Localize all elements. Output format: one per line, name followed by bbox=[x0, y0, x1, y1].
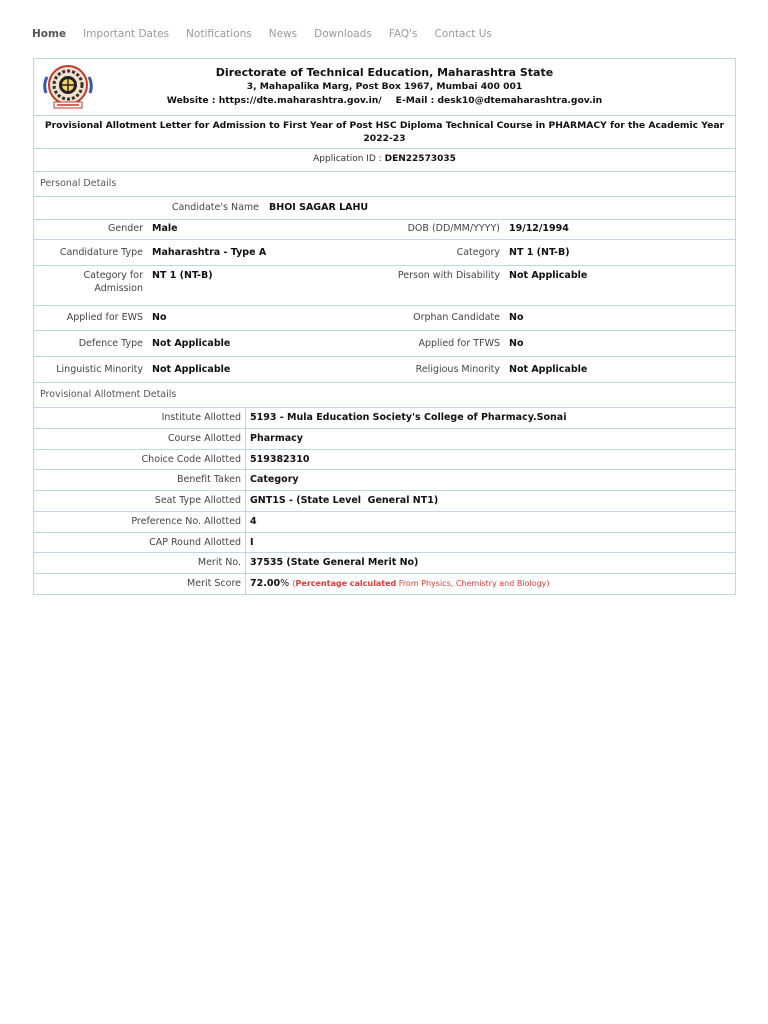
application-id-row bbox=[34, 149, 735, 172]
choice-code-label: Choice Code Allotted bbox=[34, 450, 246, 470]
personal-details-heading: Personal Details bbox=[34, 172, 735, 197]
dob-label: DOB (DD/MM/YYYY) bbox=[407, 223, 500, 234]
detail-row-admission-category bbox=[34, 266, 735, 306]
detail-row-gender bbox=[34, 220, 735, 240]
preference-label: Preference No. Allotted bbox=[34, 512, 246, 532]
tfws-value: No bbox=[509, 338, 524, 349]
merit-no-value: 37535 (State General Merit No) bbox=[250, 557, 419, 569]
orphan-label: Orphan Candidate bbox=[413, 312, 500, 323]
allotment-row bbox=[34, 490, 735, 511]
seat-type-label: Seat Type Allotted bbox=[34, 491, 246, 511]
defence-label: Defence Type bbox=[78, 338, 143, 349]
disability-label: Person with Disability bbox=[397, 270, 500, 281]
cap-round-label: CAP Round Allotted bbox=[34, 533, 246, 553]
allotment-row bbox=[34, 407, 735, 428]
ews-value: No bbox=[152, 312, 167, 323]
candidature-type-label: Candidature Type bbox=[59, 247, 143, 258]
letter-title: Provisional Allotment Letter for Admission to First Year of Post HSC Diploma Technical Course in PHARMACY for the Academic Year 2022-23 bbox=[34, 116, 735, 149]
gender-label: Gender bbox=[107, 223, 143, 234]
website-link[interactable]: Website : https://dte.maharashtra.gov.in/ bbox=[166, 95, 382, 106]
choice-code-value: 519382310 bbox=[250, 453, 310, 465]
merit-score-unit: % bbox=[280, 578, 290, 589]
org-name: Directorate of Technical Education, Maharashtra State bbox=[215, 66, 554, 79]
ews-label: Applied for EWS bbox=[66, 312, 143, 323]
candidate-name-row bbox=[34, 198, 735, 220]
allotment-row bbox=[34, 449, 735, 470]
allotment-row bbox=[34, 511, 735, 532]
nav-notifications[interactable]: Notifications bbox=[186, 28, 252, 40]
application-id-label: Application ID : bbox=[313, 154, 382, 164]
nav-contact-us[interactable]: Contact Us bbox=[434, 28, 492, 40]
benefit-label: Benefit Taken bbox=[34, 470, 246, 490]
detail-row-candidature bbox=[34, 240, 735, 266]
defence-value: Not Applicable bbox=[152, 338, 231, 349]
note-open-paren: ( bbox=[292, 579, 296, 588]
application-id-value: DEN22573035 bbox=[384, 154, 456, 164]
note-close-paren: ) bbox=[546, 579, 550, 588]
benefit-value: Category bbox=[250, 474, 299, 486]
note-bold-text: Percentage calculated bbox=[295, 579, 397, 588]
seat-type-value: GNT1S - (State Level General NT1) bbox=[250, 495, 439, 506]
nav-home[interactable]: Home bbox=[32, 28, 67, 40]
allotment-details-heading: Provisional Allotment Details bbox=[40, 389, 177, 400]
email-link[interactable]: E-Mail : desk10@dtemaharashtra.gov.in bbox=[395, 95, 603, 106]
category-admission-label: Category for Admission bbox=[83, 270, 143, 294]
nav-news[interactable]: News bbox=[268, 28, 298, 40]
religious-minority-value: Not Applicable bbox=[509, 364, 588, 375]
category-admission-value: NT 1 (NT-B) bbox=[152, 270, 213, 281]
org-contact bbox=[34, 95, 735, 106]
course-label: Course Allotted bbox=[34, 429, 246, 449]
candidate-name-value: BHOI SAGAR LAHU bbox=[269, 202, 369, 213]
category-value: NT 1 (NT-B) bbox=[509, 247, 570, 258]
merit-score-value-cell bbox=[246, 574, 550, 594]
detail-row-minority bbox=[34, 357, 735, 383]
candidature-type-value: Maharashtra - Type A bbox=[152, 247, 267, 258]
detail-row-ews bbox=[34, 306, 735, 331]
course-value: Pharmacy bbox=[250, 432, 303, 444]
category-label: Category bbox=[456, 247, 500, 258]
candidate-name-label: Candidate's Name bbox=[171, 202, 259, 213]
merit-no-label: Merit No. bbox=[34, 553, 246, 573]
institute-value: 5193 - Mula Education Society's College of Pharmacy.Sonai bbox=[250, 412, 567, 423]
merit-score-value: 72.00 bbox=[250, 578, 281, 589]
nav-important-dates[interactable]: Important Dates bbox=[83, 28, 170, 40]
merit-score-label: Merit Score bbox=[34, 574, 246, 594]
orphan-value: No bbox=[509, 312, 524, 323]
linguistic-minority-label: Linguistic Minority bbox=[56, 364, 143, 375]
gender-value: Male bbox=[152, 223, 178, 234]
merit-score-note bbox=[292, 579, 549, 588]
org-address: 3, Mahapalika Marg, Post Box 1967, Mumbai 400 001 bbox=[246, 81, 523, 92]
nav-faqs[interactable]: FAQ's bbox=[388, 28, 418, 40]
nav-downloads[interactable]: Downloads bbox=[314, 28, 372, 40]
allotment-letter bbox=[33, 58, 736, 595]
institute-label: Institute Allotted bbox=[34, 408, 246, 428]
letter-header bbox=[34, 59, 735, 116]
preference-value: 4 bbox=[250, 515, 257, 527]
allotment-row bbox=[34, 573, 735, 594]
allotment-row bbox=[34, 532, 735, 553]
disability-value: Not Applicable bbox=[509, 270, 588, 281]
allotment-row bbox=[34, 552, 735, 573]
religious-minority-label: Religious Minority bbox=[415, 364, 500, 375]
allotment-row bbox=[34, 469, 735, 490]
note-text: From Physics, Chemistry and Biology bbox=[398, 579, 547, 588]
tfws-label: Applied for TFWS bbox=[418, 338, 500, 349]
top-nav bbox=[32, 28, 509, 40]
cap-round-value: I bbox=[250, 536, 254, 548]
allotment-row bbox=[34, 428, 735, 449]
dob-value: 19/12/1994 bbox=[509, 223, 569, 234]
linguistic-minority-value: Not Applicable bbox=[152, 364, 231, 375]
detail-row-defence bbox=[34, 331, 735, 357]
